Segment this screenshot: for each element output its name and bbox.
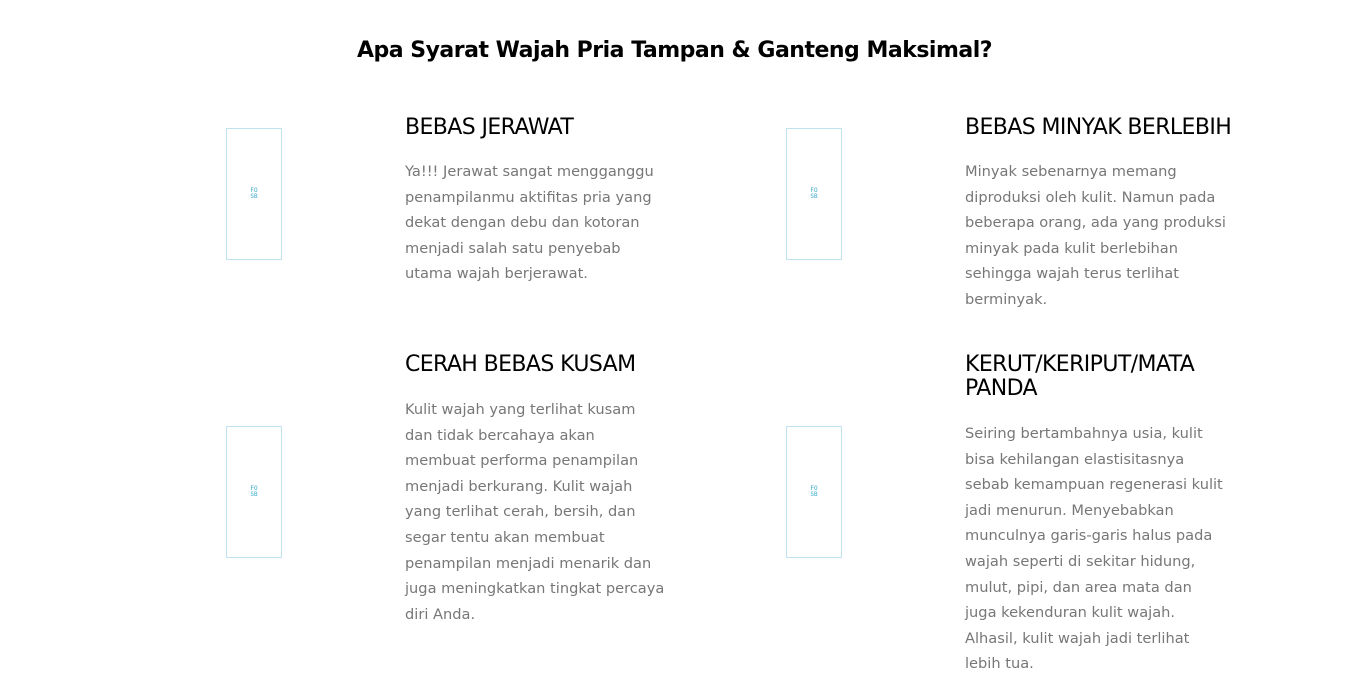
brand-logo-icon: FO SB: [250, 187, 258, 200]
feature-title-bebas-jerawat: BEBAS JERAWAT: [405, 115, 574, 140]
feature-image-kerut-keriput: [786, 426, 842, 558]
brand-logo-icon: FO SB: [810, 485, 818, 498]
brand-logo-icon: FO SB: [250, 485, 258, 498]
feature-desc-bebas-minyak: Minyak sebenarnya memang diproduksi oleh kulit. Namun pada beberapa orang, ada yang produksi minyak pada kulit berlebihan sehingga wajah terus terlihat berminyak.: [965, 163, 1226, 308]
feature-desc-cerah-bebas-kusam: Kulit wajah yang terlihat kusam dan tidak bercahaya akan membuat performa penampilan menjadi berkurang. Kulit wajah yang terlihat cerah, bersih, dan segar tentu akan membuat penampilan menjadi menarik dan juga meningkatkan tingkat percaya diri Anda.: [405, 401, 665, 623]
feature-desc-kerut-keriput: Seiring bertambahnya usia, kulit bisa kehilangan elastisitasnya sebab kemampuan regenerasi kulit jadi menurun. Menyebabkan munculnya garis-garis halus pada wajah seperti di sekitar hidung, mulut, pipi, dan area mata dan juga kekenduran kulit wajah. Alhasil, kulit wajah jadi terlihat lebih tua.: [965, 425, 1223, 673]
feature-title-kerut-keriput: KERUT/KERIPUT/MATA PANDA: [965, 352, 1195, 401]
feature-title-bebas-minyak: BEBAS MINYAK BERLEBIH: [965, 115, 1232, 140]
feature-title-cerah-bebas-kusam: CERAH BEBAS KUSAM: [405, 352, 636, 377]
feature-image-cerah-bebas-kusam: [226, 426, 282, 558]
feature-image-bebas-jerawat: [226, 128, 282, 260]
feature-image-bebas-minyak: [786, 128, 842, 260]
feature-desc-bebas-jerawat: Ya!!! Jerawat sangat mengganggu penampilanmu aktifitas pria yang dekat dengan debu dan kotoran menjadi salah satu penyebab utama wajah berjerawat.: [405, 163, 654, 283]
brand-logo-icon: FO SB: [810, 187, 818, 200]
page-title: Apa Syarat Wajah Pria Tampan & Ganteng Maksimal?: [356, 38, 993, 63]
